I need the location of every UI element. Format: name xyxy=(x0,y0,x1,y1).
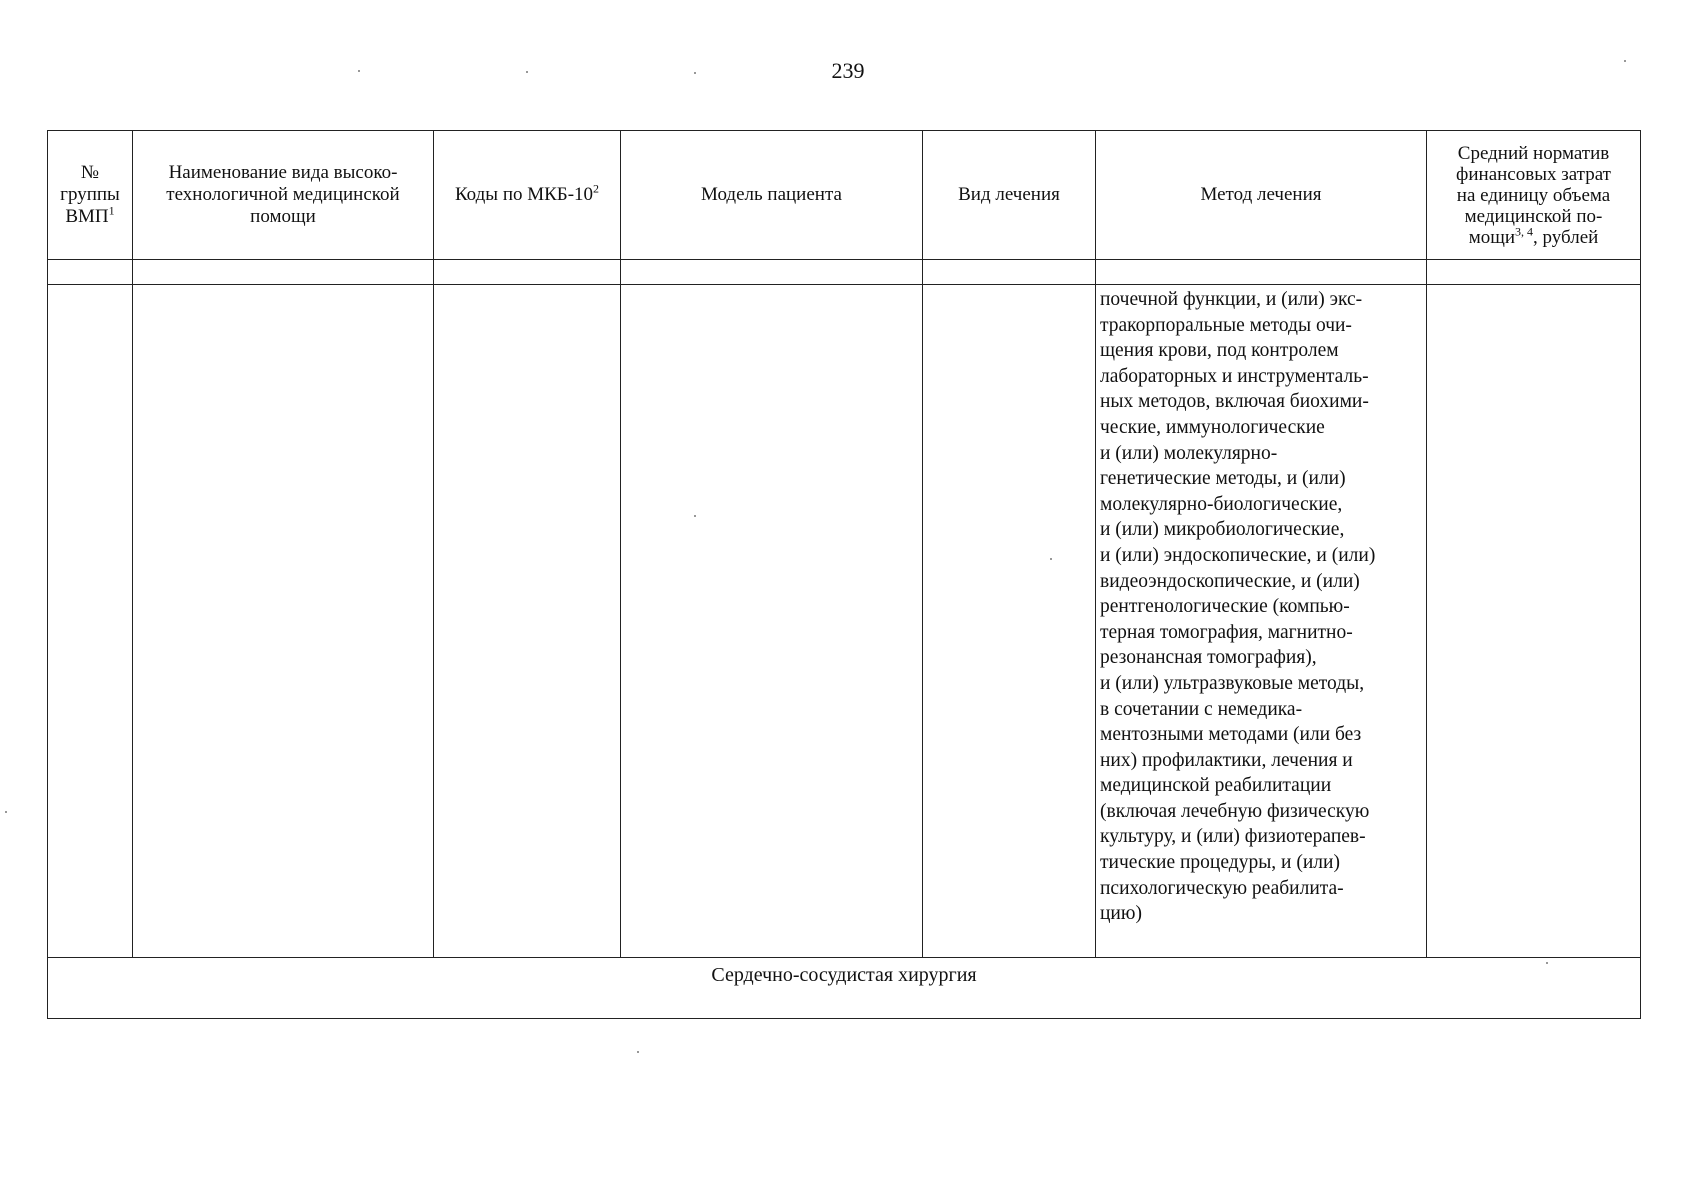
header-care-name: Наименование вида высоко- технологичной медицинской помощи xyxy=(133,131,434,260)
header-row xyxy=(48,131,1641,260)
header-icd-codes: Коды по МКБ-$10^2$ xyxy=(434,131,621,260)
cell-patient-model xyxy=(621,285,923,958)
section-title: Сердечно-сосудистая хирургия xyxy=(48,958,1641,1019)
spacer-row xyxy=(48,260,1641,285)
header-treatment-type: Вид лечения xyxy=(923,131,1096,260)
cell-icd-codes xyxy=(434,285,621,958)
scan-speck xyxy=(1546,962,1548,964)
vmp-table xyxy=(47,130,1641,1019)
header-patient-model: Модель пациента xyxy=(621,131,923,260)
scan-speck xyxy=(1624,60,1626,62)
scan-speck xyxy=(5,811,7,813)
scan-speck xyxy=(1050,558,1052,560)
cell-treatment-method: почечной функции, и (или) экс- тракорпоральные методы очи- щения крови, под контролем лабораторных и инструменталь- ных методов, включая биохими- ческие, иммунологические и (или) молекулярно- генетические методы, и (или) молекулярно-биологические, и (или) микробиологические, и (или) эндоскопические, и (или) видеоэндоскопические, и (или) рентгенологические (компью- терная томография, магнитно- резонансная томография), и (или) ультразвуковые методы, в сочетании с немедика- ментозными методами (или без них) профилактики, лечения и медицинской реабилитации (включая лечебную физическую культуру, и (или) физиотерапев- тические процедуры, и (или) психологическую реабилита- цию) xyxy=(1096,285,1427,958)
header-cost: Средний норматив финансовых затрат на единицу объема медицинской по- мощи$^{3, 4}$, рублей xyxy=(1427,131,1641,260)
header-group-no: № группы ВМП$^1$ xyxy=(48,131,133,260)
scan-speck xyxy=(358,70,360,72)
scan-speck xyxy=(694,72,696,74)
cell-group-no xyxy=(48,285,133,958)
cell-cost xyxy=(1427,285,1641,958)
page-number: 239 xyxy=(831,58,865,83)
cell-care-name xyxy=(133,285,434,958)
table-row xyxy=(48,285,1641,958)
section-row xyxy=(48,958,1641,1019)
scan-speck xyxy=(526,71,528,73)
scan-speck xyxy=(694,515,696,517)
cell-treatment-type xyxy=(923,285,1096,958)
scan-speck xyxy=(637,1051,639,1053)
header-treatment-method: Метод лечения xyxy=(1096,131,1427,260)
